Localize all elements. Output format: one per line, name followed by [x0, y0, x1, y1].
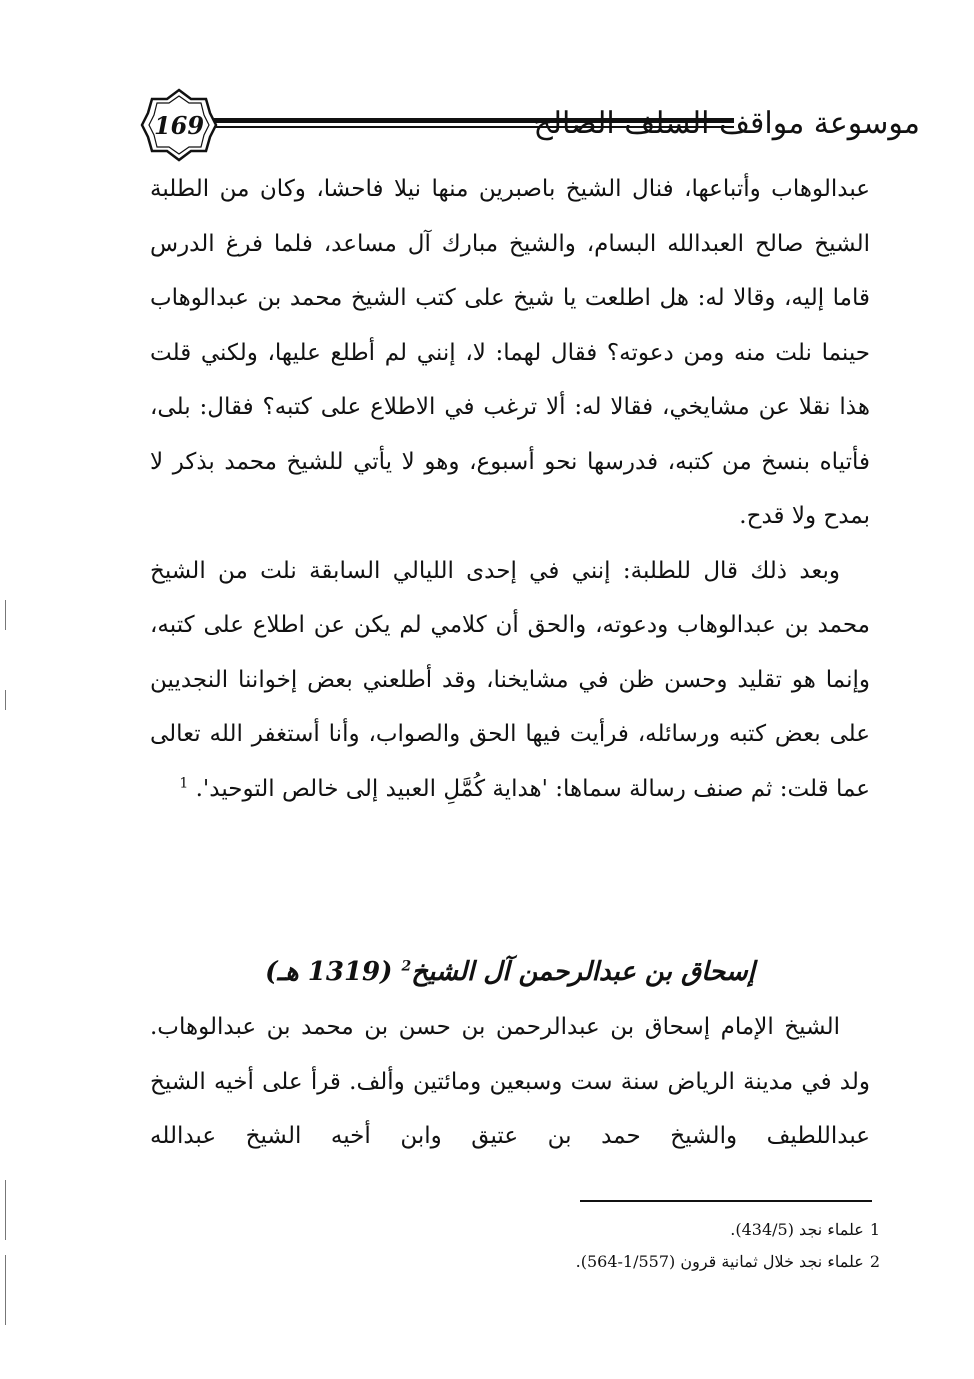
- paragraph: [150, 544, 870, 817]
- footnote-item: [380, 1214, 880, 1246]
- section-heading: [150, 942, 870, 1002]
- scan-margin-marks: [0, 0, 12, 1379]
- paragraph: عبدالوهاب وأتباعها، فنال الشيخ باصبرين منها نيلا فاحشا، وكان من الطلبة الشيخ صالح العبدالله البسام، والشيخ مبارك آل مساعد، فلما فرغ الدرس قاما إليه، وقالا له: هل اطلعت يا شيخ على كتب الشيخ محمد بن عبدالوهاب حينما نلت منه ومن دعوته؟ فقال لهما: لا، إنني لم أطلع عليها، ولكني قلت هذا نقلا عن مشايخي، فقالا له: ألا ترغب في الاطلاع على كتبه؟ فقال: بلى، فأتياه بنسخ من كتبه، فدرسها نحو أسبوع، وهو لا يأتي للشيخ محمد بذكر لا بمدح ولا قدح.: [150, 176, 870, 529]
- footnote-number: 2: [869, 1252, 880, 1271]
- section-heading-name: إسحاق بن عبدالرحمن آل الشيخ: [411, 957, 755, 987]
- section-text: [150, 1000, 870, 1164]
- footnote-reference: 2: [401, 958, 412, 975]
- footnotes: [380, 1214, 880, 1278]
- footnote-number: 1: [869, 1220, 880, 1239]
- running-title: موسوعة مواقف السلف الصالح: [533, 106, 920, 141]
- page-number: 169: [153, 110, 205, 140]
- section-heading-year: (1319 هـ): [265, 957, 393, 987]
- footnote-text: علماء نجد خلال ثمانية قرون (1/557-564).: [575, 1252, 864, 1271]
- footnote-text: علماء نجد (434/5).: [730, 1220, 864, 1239]
- paragraph: الشيخ الإمام إسحاق بن عبدالرحمن بن حسن بن محمد بن عبدالوهاب. ولد في مدينة الرياض سنة ست وسبعين ومائتين وألف. قرأ على أخيه الشيخ عبداللطيف والشيخ حمد بن عتيق وابن أخيه الشيخ عبدالله: [150, 1014, 870, 1149]
- footnote-item: [380, 1246, 880, 1278]
- body-text: [150, 162, 870, 816]
- paragraph-text: وبعد ذلك قال للطلبة: إنني في إحدى الليالي السابقة نلت من الشيخ محمد بن عبدالوهاب ودعوته، والحق أن كلامي لم يكن عن اطلاع على كتبه، وإنما هو تقليد وحسن ظن في مشايخنا، وقد أطلعني بعض إخواننا النجديين على بعض كتبه ورسائله، فرأيت فيها الحق والصواب، وأنا أستغفر الله تعالى عما قلت: ثم صنف رسالة سماها: 'هداية كُمَّلِ العبيد إلى خالص التوحيد'.: [150, 557, 870, 802]
- page-header: [140, 88, 920, 166]
- footnote-separator: [580, 1200, 872, 1202]
- footnote-reference: 1: [179, 774, 189, 791]
